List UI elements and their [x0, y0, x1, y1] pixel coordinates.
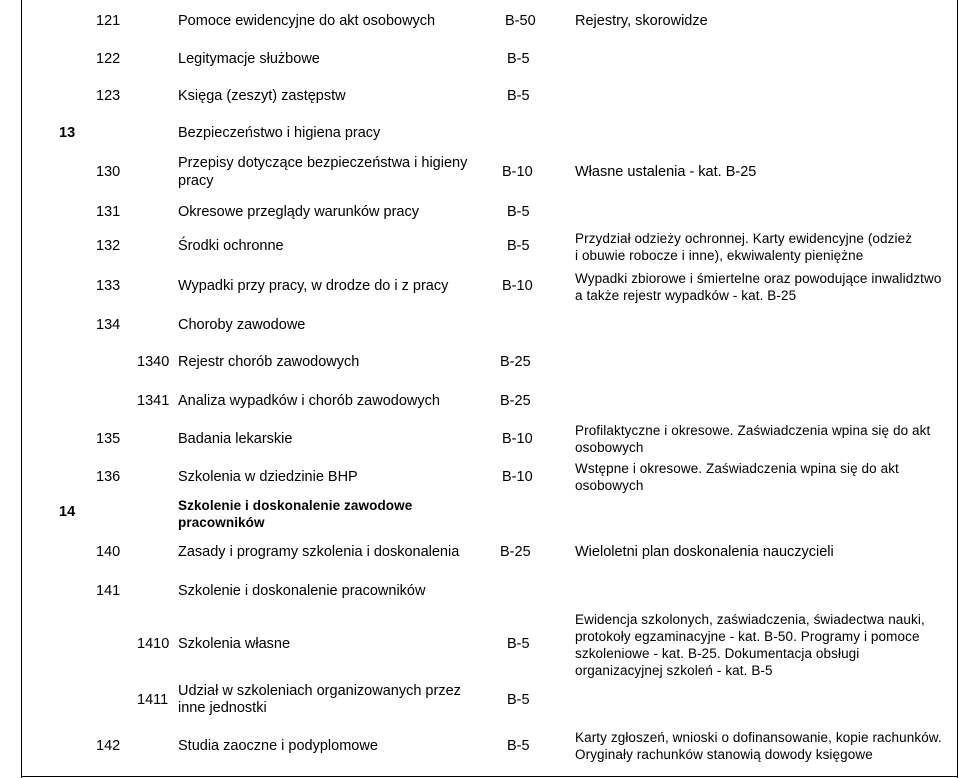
- row-136-note-line2: osobowych: [575, 478, 644, 493]
- table-bottom-border: [21, 776, 958, 777]
- row-123-code: 123: [96, 88, 121, 104]
- row-14-name-line2: pracowników: [178, 515, 265, 530]
- row-136-code: 136: [96, 469, 121, 485]
- row-1340-name: Rejestr chorób zawodowych: [178, 354, 360, 370]
- row-133-code: 133: [96, 278, 121, 294]
- row-121-category: B-50: [505, 13, 536, 29]
- row-134-code: 134: [96, 317, 121, 333]
- row-131-name: Okresowe przeglądy warunków pracy: [178, 204, 419, 220]
- row-132-name: Środki ochronne: [178, 238, 284, 254]
- row-140-category: B-25: [500, 544, 531, 560]
- row-1411-category: B-5: [507, 692, 530, 708]
- row-1410-name: Szkolenia własne: [178, 636, 291, 652]
- row-136-name: Szkolenia w dziedzinie BHP: [178, 469, 358, 485]
- row-135-category: B-10: [502, 431, 533, 447]
- row-121-note: Rejestry, skorowidze: [575, 13, 708, 29]
- row-130-note: Własne ustalenia - kat. B-25: [575, 164, 757, 180]
- row-1341-category: B-25: [500, 393, 531, 409]
- row-135-note-line1: Profilaktyczne i okresowe. Zaświadczenia wpina się do akt: [575, 423, 931, 438]
- row-1410-code: 1410: [137, 636, 170, 652]
- row-130-name-line2: pracy: [178, 173, 214, 189]
- row-140-name: Zasady i programy szkolenia i doskonalenia: [178, 544, 460, 560]
- row-133-note-line2: a także rejestr wypadków - kat. B-25: [575, 288, 797, 303]
- row-132-code: 132: [96, 238, 121, 254]
- row-142-note-line2: Oryginały rachunków stanowią dowody księgowe: [575, 747, 873, 762]
- row-140-code: 140: [96, 544, 121, 560]
- row-1410-category: B-5: [507, 636, 530, 652]
- row-122-name: Legitymacje służbowe: [178, 51, 320, 67]
- row-136-note-line1: Wstępne i okresowe. Zaświadczenia wpina się do akt: [575, 461, 899, 476]
- row-141-note-line2: protokoły egzaminacyjne - kat. B-50. Programy i pomoce: [575, 629, 920, 644]
- row-130-code: 130: [96, 164, 121, 180]
- row-135-code: 135: [96, 431, 121, 447]
- row-131-category: B-5: [507, 204, 530, 220]
- row-13-code: 13: [59, 125, 76, 141]
- row-122-code: 122: [96, 51, 121, 67]
- row-135-note-line2: osobowych: [575, 440, 644, 455]
- row-121-code: 121: [96, 13, 121, 29]
- row-140-note: Wieloletni plan doskonalenia nauczycieli: [575, 544, 834, 560]
- row-142-name: Studia zaoczne i podyplomowe: [178, 738, 378, 754]
- row-130-category: B-10: [502, 164, 533, 180]
- row-1341-name: Analiza wypadków i chorób zawodowych: [178, 393, 440, 409]
- row-13-name: Bezpieczeństwo i higiena pracy: [178, 125, 381, 141]
- row-14-code: 14: [59, 504, 76, 520]
- row-1411-name-line2: inne jednostki: [178, 700, 267, 716]
- row-121-name: Pomoce ewidencyjne do akt osobowych: [178, 13, 436, 29]
- row-123-category: B-5: [507, 88, 530, 104]
- row-1341-code: 1341: [137, 393, 170, 409]
- table-border-left: [21, 0, 22, 778]
- row-136-category: B-10: [502, 469, 533, 485]
- row-133-category: B-10: [502, 278, 533, 294]
- row-133-name: Wypadki przy pracy, w drodze do i z pracy: [178, 278, 449, 294]
- row-141-note-line4: organizacyjnej szkoleń - kat. B-5: [575, 663, 773, 678]
- row-130-name-line1: Przepisy dotyczące bezpieczeństwa i higieny: [178, 155, 468, 171]
- row-141-code: 141: [96, 583, 121, 599]
- row-142-code: 142: [96, 738, 121, 754]
- row-122-category: B-5: [507, 51, 530, 67]
- row-1411-code: 1411: [137, 692, 169, 708]
- row-141-note-line1: Ewidencja szkolonych, zaświadczenia, świadectwa nauki,: [575, 612, 925, 627]
- row-142-note-line1: Karty zgłoszeń, wnioski o dofinansowanie, kopie rachunków.: [575, 730, 942, 745]
- row-132-note-line2: i obuwie robocze i inne), ekwiwalenty pieniężne: [575, 248, 864, 263]
- row-134-name: Choroby zawodowe: [178, 317, 306, 333]
- row-141-name: Szkolenie i doskonalenie pracowników: [178, 583, 426, 599]
- row-132-category: B-5: [507, 238, 530, 254]
- row-1411-name-line1: Udział w szkoleniach organizowanych przez: [178, 683, 461, 699]
- row-1340-code: 1340: [137, 354, 170, 370]
- row-141-note-line3: szkoleniowe - kat. B-25. Dokumentacja obsługi: [575, 646, 860, 661]
- row-132-note-line1: Przydział odzieży ochronnej. Karty ewidencyjne (odzież: [575, 231, 913, 246]
- row-123-name: Księga (zeszyt) zastępstw: [178, 88, 346, 104]
- row-1340-category: B-25: [500, 354, 531, 370]
- table-border-right: [957, 0, 958, 778]
- row-142-category: B-5: [507, 738, 530, 754]
- row-135-name: Badania lekarskie: [178, 431, 293, 447]
- row-131-code: 131: [96, 204, 121, 220]
- row-14-name-line1: Szkolenie i doskonalenie zawodowe: [178, 498, 413, 513]
- row-133-note-line1: Wypadki zbiorowe i śmiertelne oraz powodujące inwalidztwo: [575, 271, 942, 286]
